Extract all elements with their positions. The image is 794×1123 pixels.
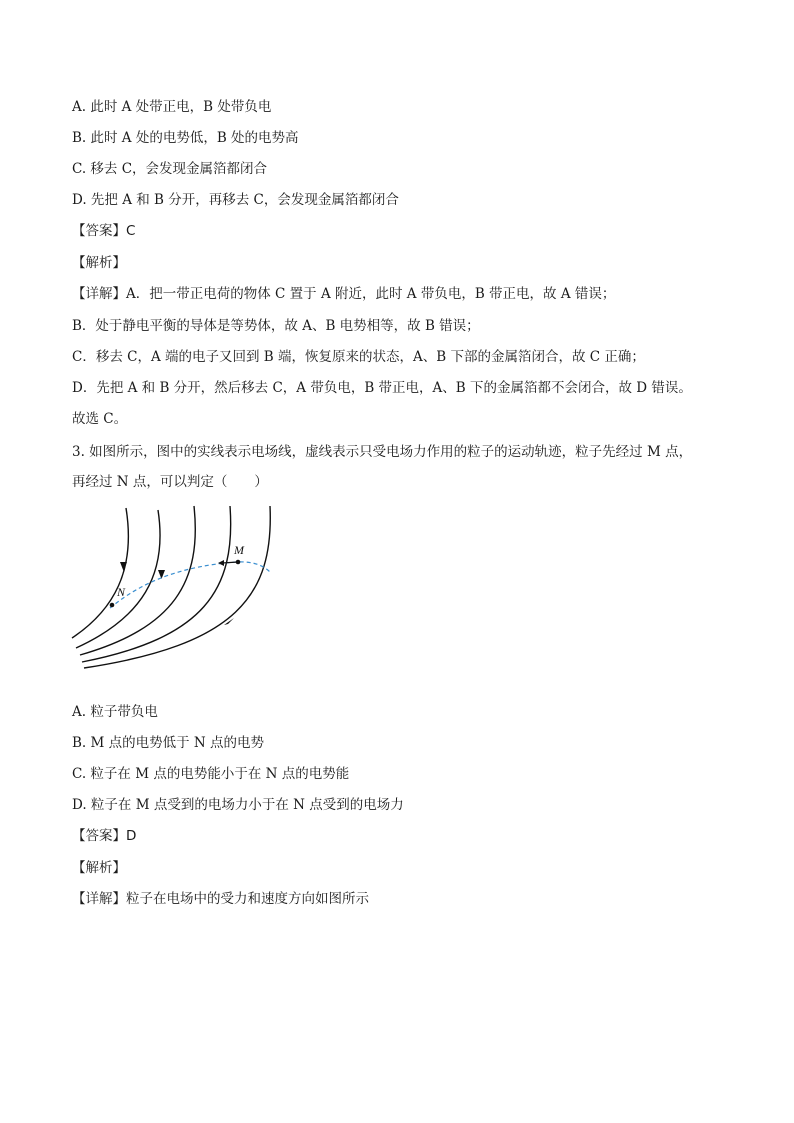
q3-detail: 【详解】粒子在电场中的受力和速度方向如图所示 — [72, 891, 369, 907]
q2-detail-d: D．先把 A 和 B 分开，然后移去 C，A 带负电，B 带正电，A、B 下的金属箔都不会闭合，故 D 错误。 — [72, 380, 692, 396]
field-arrow-2 — [158, 570, 165, 579]
point-n — [110, 603, 115, 608]
q3-answer: 【答案】D — [72, 828, 137, 844]
q2-option-c: C. 移去 C，会发现金属箔都闭合 — [72, 161, 268, 177]
field-arrow-1 — [120, 562, 127, 571]
q2-analysis-label: 【解析】 — [72, 255, 126, 271]
velocity-arrow-m — [222, 562, 238, 563]
q2-option-a: A. 此时 A 处带正电，B 处带负电 — [72, 99, 272, 115]
label-n: N — [117, 585, 126, 599]
q3-option-c: C. 粒子在 M 点的电势能小于在 N 点的电势能 — [72, 766, 350, 782]
q2-detail-a: 【详解】A．把一带正电荷的物体 C 置于 A 附近，此时 A 带负电，B 带正电，故 A 错误； — [72, 286, 616, 302]
q3-option-d: D. 粒子在 M 点受到的电场力小于在 N 点受到的电场力 — [72, 797, 404, 813]
label-m: M — [234, 543, 244, 557]
field-line-2 — [76, 510, 160, 648]
q2-detail-b: B．处于静电平衡的导体是等势体，故 A、B 电势相等，故 B 错误； — [72, 318, 480, 334]
q2-option-b: B. 此时 A 处的电势低，B 处的电势高 — [72, 130, 299, 146]
field-line-1 — [72, 508, 128, 638]
q3-stem-line1: 3. 如图所示，图中的实线表示电场线，虚线表示只受电场力作用的粒子的运动轨迹，粒子先经过 M 点， — [72, 444, 693, 460]
q2-option-d: D. 先把 A 和 B 分开，再移去 C，会发现金属箔都闭合 — [72, 192, 399, 208]
field-line-3 — [80, 506, 195, 655]
q3-option-b: B. M 点的电势低于 N 点的电势 — [72, 735, 265, 751]
field-arrow-3 — [224, 618, 234, 625]
q3-stem-line2: 再经过 N 点，可以判定（ ） — [72, 474, 268, 490]
field-line-4 — [82, 506, 231, 662]
q3-analysis-label: 【解析】 — [72, 860, 126, 876]
q2-detail-c: C．移去 C，A 端的电子又回到 B 端，恢复原来的状态，A、B 下部的金属箔闭合，故 C 正确； — [72, 349, 645, 365]
q2-conclusion: 故选 C。 — [72, 411, 128, 427]
q2-answer: 【答案】C — [72, 223, 136, 239]
q3-option-a: A. 粒子带负电 — [72, 704, 158, 720]
velocity-arrowhead-m — [218, 560, 224, 566]
electric-field-figure — [64, 500, 284, 670]
